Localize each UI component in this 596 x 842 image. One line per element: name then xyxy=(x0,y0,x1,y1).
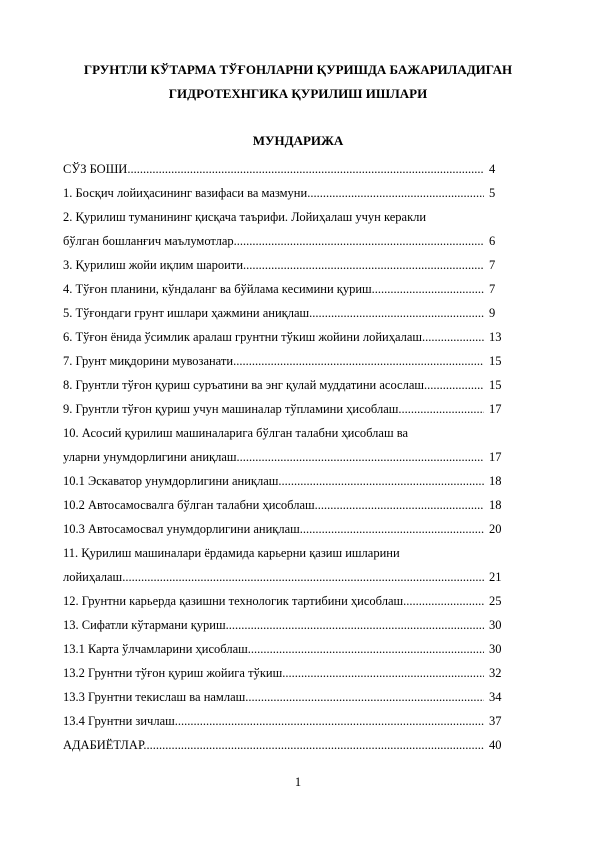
toc-entry-page: 17 xyxy=(489,450,502,464)
toc-entry-row xyxy=(63,493,515,517)
toc-entry-row xyxy=(63,661,515,685)
page-number: 1 xyxy=(294,775,302,789)
toc-entry-page: 18 xyxy=(489,498,502,512)
toc-entry xyxy=(63,373,515,397)
toc-entry-text xyxy=(63,613,484,637)
title-line-1: ГРУНТЛИ КЎТАРМА ТЎҒОНЛАРНИ ҚУРИШДА БАЖАРИЛАДИГАН xyxy=(83,62,513,77)
toc-entry-page: 15 xyxy=(489,354,502,368)
toc-entry-page: 5 xyxy=(489,186,496,200)
toc-entry-title: 9. Грунтли тўғон қуриш учун машиналар тўпламини ҳисоблаш xyxy=(63,402,399,416)
toc-entry xyxy=(63,301,515,325)
toc-entry-text xyxy=(63,685,484,709)
toc-entry-page: 34 xyxy=(489,690,502,704)
toc-entry-page: 6 xyxy=(489,234,496,248)
toc-entry-page: 18 xyxy=(489,474,502,488)
toc-entry-title: лойиҳалаш xyxy=(63,570,123,584)
toc-entry-title: 1. Босқич лойиҳасининг вазифаси ва мазмуни xyxy=(63,186,308,200)
toc-entry-row xyxy=(63,277,515,301)
toc-entry-text xyxy=(63,397,484,421)
toc-entry xyxy=(63,277,515,301)
toc-entry-row xyxy=(63,685,515,709)
toc-entry-page: 20 xyxy=(489,522,502,536)
toc-entry-text xyxy=(63,733,484,757)
toc-entry-title: 10.2 Автосамосвалга бўлган талабни ҳисоблаш xyxy=(63,498,315,512)
toc-entry-text xyxy=(63,637,484,661)
toc-entry xyxy=(63,685,515,709)
toc-entry-title: 12. Грунтни карьерда қазишни технологик тартибини ҳисоблаш xyxy=(63,594,404,608)
toc-entry-page: 7 xyxy=(489,282,496,296)
toc-entry xyxy=(63,349,515,373)
toc-entry-title: 10.1 Эскаватор унумдорлигини аниқлаш xyxy=(63,474,279,488)
toc-entry-text xyxy=(63,157,484,181)
table-of-contents xyxy=(63,157,515,757)
toc-entry-row xyxy=(63,709,515,733)
toc-entry-title: 4. Тўғон планини, кўндаланг ва бўйлама кесимини қуриш xyxy=(63,282,372,296)
toc-entry-row xyxy=(63,517,515,541)
toc-entry-text xyxy=(63,229,484,253)
toc-entry-page: 32 xyxy=(489,666,502,680)
toc-entry-page: 7 xyxy=(489,258,496,272)
toc-entry-title: 13.4 Грунтни зичлаш xyxy=(63,714,175,728)
toc-entry-page: 17 xyxy=(489,402,502,416)
toc-entry-row xyxy=(63,373,515,397)
toc-entry-page: 37 xyxy=(489,714,502,728)
toc-entry-page: 13 xyxy=(489,330,502,344)
toc-entry-title: бўлган бошланғич маълумотлар xyxy=(63,234,234,248)
toc-entry xyxy=(63,613,515,637)
toc-entry-page: 25 xyxy=(489,594,502,608)
toc-entry-title: 13.3 Грунтни текислаш ва намлаш xyxy=(63,690,246,704)
toc-entry xyxy=(63,421,515,469)
toc-entry-page: 30 xyxy=(489,618,502,632)
toc-entry-text-line1: 11. Қурилиш машиналари ёрдамида карьерни қазиш ишларини xyxy=(63,546,400,560)
toc-entry-page: 21 xyxy=(489,570,502,584)
toc-entry xyxy=(63,589,515,613)
toc-entry-title: 13. Сифатли кўтармани қуриш xyxy=(63,618,226,632)
toc-entry-text xyxy=(63,325,484,349)
toc-entry-page: 9 xyxy=(489,306,496,320)
toc-entry-row xyxy=(63,181,515,205)
toc-entry-row xyxy=(63,229,515,253)
toc-entry-row xyxy=(63,397,515,421)
toc-entry-title: 3. Қурилиш жойи иқлим шароити xyxy=(63,258,244,272)
toc-heading: МУНДАРИЖА xyxy=(252,133,344,148)
toc-entry-text xyxy=(63,301,484,325)
toc-entry-text-line1: 2. Қурилиш туманининг қисқача таърифи. Лойиҳалаш учун керакли xyxy=(63,210,427,224)
toc-entry xyxy=(63,181,515,205)
toc-entry-title: 6. Тўғон ёнида ўсимлик аралаш грунтни тўкиш жойини лойиҳалаш xyxy=(63,330,423,344)
toc-entry-title: 7. Грунт миқдорини мувозанати xyxy=(63,354,234,368)
toc-entry-text xyxy=(63,253,484,277)
toc-entry-page: 15 xyxy=(489,378,502,392)
toc-entry-text xyxy=(63,445,484,469)
toc-entry xyxy=(63,709,515,733)
document-title xyxy=(40,58,556,106)
toc-entry-row xyxy=(63,325,515,349)
toc-entry-text xyxy=(63,469,484,493)
toc-entry-row xyxy=(63,589,515,613)
toc-entry-title: 10.3 Автосамосвал унумдорлигини аниқлаш xyxy=(63,522,300,536)
toc-entry-row xyxy=(63,733,515,757)
toc-entry xyxy=(63,541,515,589)
toc-entry xyxy=(63,397,515,421)
toc-entry-text xyxy=(63,565,484,589)
toc-entry-title: 13.2 Грунтни тўғон қуриш жойига тўкиш xyxy=(63,666,283,680)
toc-entry-title: уларни унумдорлигини аниқлаш xyxy=(63,450,237,464)
toc-entry-page: 30 xyxy=(489,642,502,656)
toc-entry-page: 4 xyxy=(489,162,496,176)
toc-entry-text xyxy=(63,349,484,373)
toc-entry xyxy=(63,253,515,277)
toc-entry xyxy=(63,205,515,253)
title-line-2: ГИДРОТЕХНГИКА ҚУРИЛИШ ИШЛАРИ xyxy=(168,86,428,101)
toc-entry-title: 13.1 Карта ўлчамларини ҳисоблаш xyxy=(63,642,248,656)
toc-entry-title: АДАБИЁТЛАР xyxy=(63,738,144,752)
toc-entry-text xyxy=(63,493,484,517)
toc-entry-text xyxy=(63,373,484,397)
toc-entry-text xyxy=(63,277,484,301)
toc-entry xyxy=(63,469,515,493)
toc-entry-row xyxy=(63,469,515,493)
toc-entry-page: 40 xyxy=(489,738,502,752)
toc-entry-row xyxy=(63,253,515,277)
toc-entry-title: СЎЗ БОШИ xyxy=(63,162,128,176)
toc-entry-row xyxy=(63,613,515,637)
toc-entry xyxy=(63,637,515,661)
toc-entry-text xyxy=(63,709,484,733)
toc-entry-text xyxy=(63,181,484,205)
toc-entry xyxy=(63,517,515,541)
toc-entry-row xyxy=(63,301,515,325)
toc-entry-text xyxy=(63,517,484,541)
toc-entry-row xyxy=(63,157,515,181)
toc-entry-row xyxy=(63,349,515,373)
toc-entry xyxy=(63,733,515,757)
toc-entry xyxy=(63,661,515,685)
toc-entry-row xyxy=(63,445,515,469)
toc-entry-row xyxy=(63,637,515,661)
toc-entry xyxy=(63,325,515,349)
toc-entry-text-line1: 10. Асосий қурилиш машиналарига бўлган талабни ҳисоблаш ва xyxy=(63,426,408,440)
toc-entry-title: 8. Грунтли тўғон қуриш суръатини ва энг қулай муддатини асослаш xyxy=(63,378,424,392)
toc-entry-row xyxy=(63,565,515,589)
toc-entry-text xyxy=(63,589,484,613)
toc-entry-title: 5. Тўғондаги грунт ишлари ҳажмини аниқлаш xyxy=(63,306,310,320)
toc-entry-text xyxy=(63,661,484,685)
toc-entry xyxy=(63,493,515,517)
toc-entry xyxy=(63,157,515,181)
